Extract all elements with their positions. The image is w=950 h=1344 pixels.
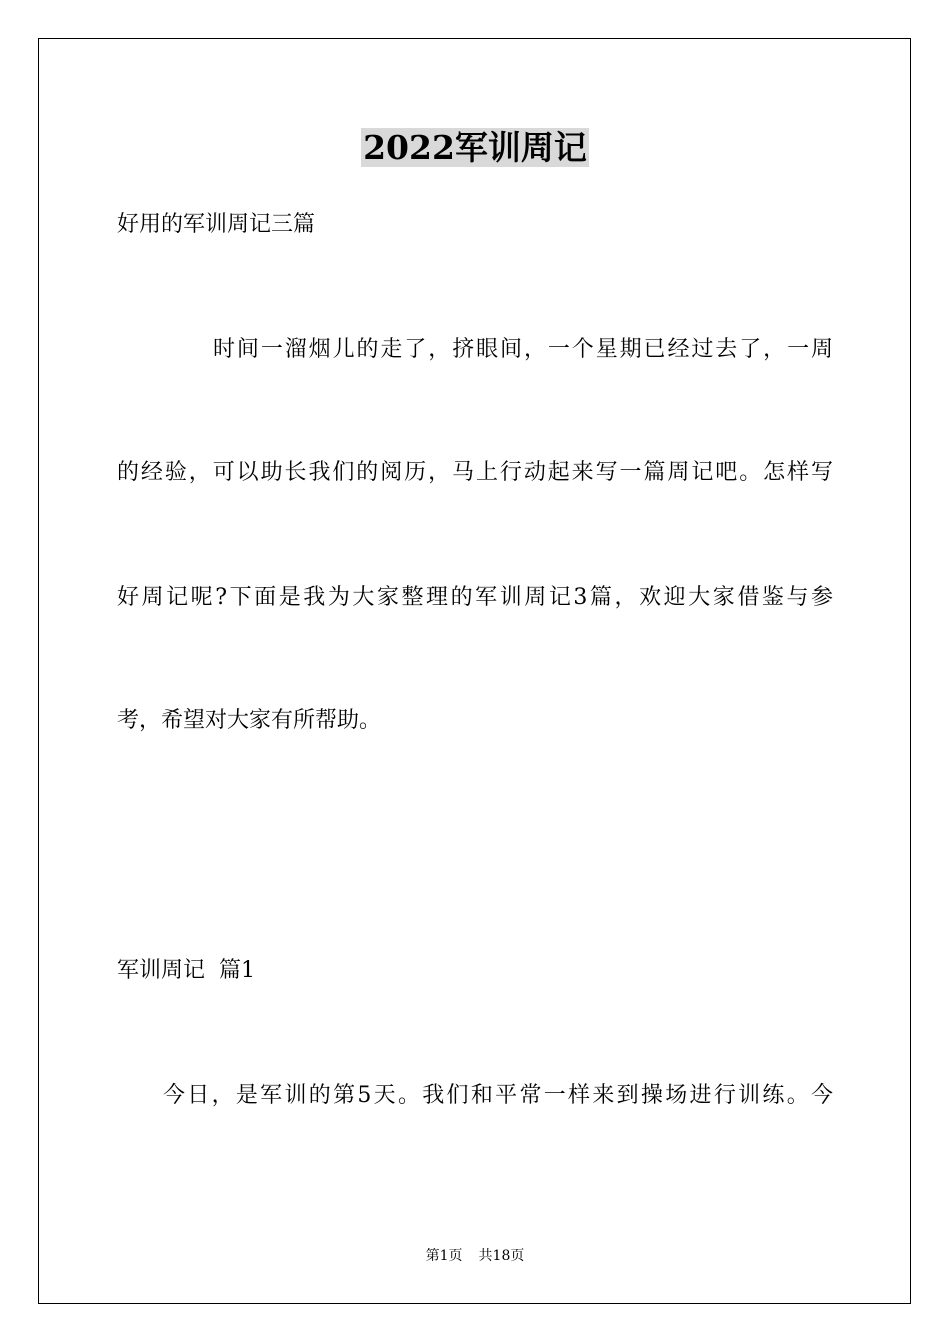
intro-line-1: 时间一溜烟儿的走了，挤眼间，一个星期已经过去了，一周 — [213, 337, 833, 362]
intro-line-2: 的经验，可以助长我们的阅历，马上行动起来写一篇周记吧。怎样写 — [117, 460, 833, 485]
page-number: 第1页 — [425, 1248, 463, 1264]
intro-line-4: 考，希望对大家有所帮助。 — [117, 708, 382, 733]
page-total: 共18页 — [478, 1248, 525, 1264]
section-heading: 军训周记 篇1 — [117, 958, 255, 983]
document-title-text: 2022军训周记 — [363, 128, 587, 167]
intro-line-3: 好周记呢?下面是我为大家整理的军训周记3篇，欢迎大家借鉴与参 — [117, 585, 833, 610]
document-subtitle: 好用的军训周记三篇 — [117, 212, 316, 237]
page-footer — [0, 1246, 950, 1266]
section-line-1: 今日，是军训的第5天。我们和平常一样来到操场进行训练。今 — [163, 1083, 833, 1108]
document-title — [0, 126, 950, 170]
